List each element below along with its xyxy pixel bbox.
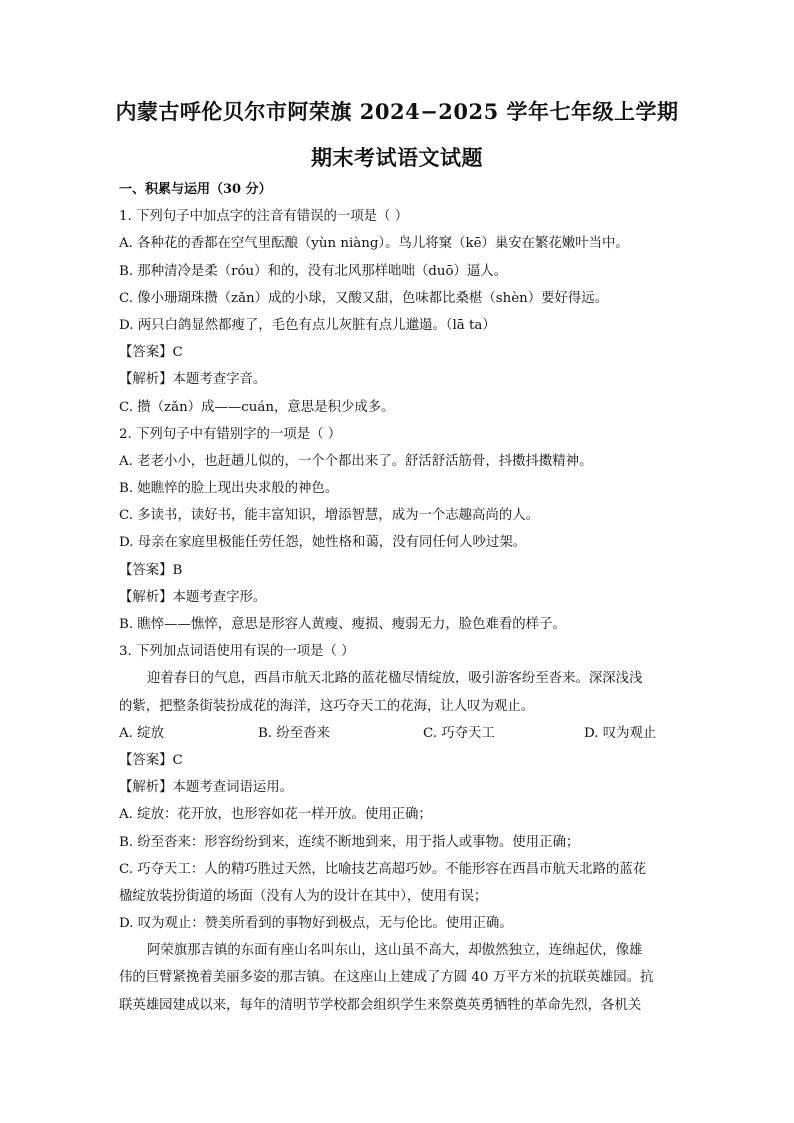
question-3-analysis: 【解析】本题考查词语运用。 bbox=[119, 780, 294, 796]
question-2-option-d: D. 母亲在家庭里极能任劳任怨，她性格和蔼，没有同任何人吵过架。 bbox=[119, 535, 527, 551]
question-2-option-b: B. 她瞧悴的脸上现出央求般的神色。 bbox=[119, 481, 339, 497]
question-3-answer: 【答案】C bbox=[119, 752, 183, 768]
question-3-detail-c-line-1: C. 巧夺天工：人的精巧胜过天然，比喻技艺高超巧妙。不能形容在西昌市航天北路的蓝花 bbox=[119, 861, 647, 877]
question-1-analysis: 【解析】本题考查字音。 bbox=[119, 372, 267, 388]
question-2-detail: B. 瞧悴——憔悴，意思是形容人黄瘦、瘦损、瘦弱无力，脸色难看的样子。 bbox=[119, 617, 566, 632]
question-3-passage-line-1: 迎着春日的气息，西昌市航天北路的蓝花楹尽情绽放，吸引游客纷至沓来。深深浅浅 bbox=[147, 671, 643, 687]
question-1-detail: C. 攒（zǎn）成——cuán，意思是积少成多。 bbox=[119, 399, 395, 415]
document-body bbox=[119, 176, 679, 1019]
question-1-stem: 1. 下列句子中加点字的注音有错误的一项是（ ） bbox=[119, 209, 409, 225]
reading-passage-line-2: 伟的巨臂紧挽着美丽多姿的那吉镇。在这座山上建成了方圆 40 万平方米的抗联英雄园。抗 bbox=[119, 970, 654, 986]
question-3-detail-a: A. 绽放：花开放，也形容如花一样开放。使用正确； bbox=[119, 807, 432, 823]
section-heading: 一、积累与运用（30 分） bbox=[119, 182, 272, 197]
question-3-option-a: A. 绽放 bbox=[119, 725, 164, 741]
question-2-option-c: C. 多读书，读好书，能丰富知识，增添智慧，成为一个志趣高尚的人。 bbox=[119, 508, 539, 524]
question-2-stem: 2. 下列句子中有错别字的一项是（ ） bbox=[119, 426, 342, 442]
question-3-option-b: B. 纷至沓来 bbox=[258, 725, 330, 741]
question-3-option-c: C. 巧夺天工 bbox=[423, 725, 495, 741]
question-1-option-d: D. 两只白鸽显然都瘦了，毛色有点儿灰脏有点儿邋遢。（lā ta） bbox=[119, 317, 496, 333]
question-3-detail-c-line-2: 楹绽放装扮街道的场面（没有人为的设计在其中），使用有误； bbox=[119, 888, 488, 904]
question-3-stem: 3. 下列加点词语使用有误的一项是（ ） bbox=[119, 644, 355, 660]
reading-passage-line-3: 联英雄园建成以来，每年的清明节学校都会组织学生来祭奠英勇牺牲的革命先烈，各机关 bbox=[119, 997, 642, 1013]
question-1-option-a: A. 各种花的香都在空气里酝酿（yùn niàng）。鸟儿将窠（kē）巢安在繁花嫩叶当中。 bbox=[119, 236, 629, 252]
question-3-option-d: D. 叹为观止 bbox=[584, 725, 657, 741]
question-3-passage-line-2: 的紫，把整条街装扮成花的海洋，这巧夺天工的花海，让人叹为观止。 bbox=[119, 698, 535, 714]
question-2-answer: 【答案】B bbox=[119, 562, 183, 578]
question-2-option-a: A. 老老小小，也赶趟儿似的，一个个都出来了。舒活舒活筋骨，抖擞抖擞精神。 bbox=[119, 453, 593, 469]
question-1-option-c: C. 像小珊瑚珠攒（zǎn）成的小球，又酸又甜，色味都比桑椹（shèn）要好得远。 bbox=[119, 290, 609, 306]
question-3-detail-d: D. 叹为观止：赞美所看到的事物好到极点，无与伦比。使用正确。 bbox=[119, 916, 513, 932]
question-1-option-b: B. 那种清冷是柔（róu）和的，没有北风那样咄咄（duō）逼人。 bbox=[119, 263, 508, 279]
question-1-answer: 【答案】C bbox=[119, 345, 183, 361]
reading-passage-line-1: 阿荣旗那吉镇的东面有座山名叫东山，这山虽不高大，却傲然独立，连绵起伏，像雄 bbox=[147, 943, 643, 959]
question-2-analysis: 【解析】本题考查字形。 bbox=[119, 589, 267, 605]
document-subtitle: 期末考试语文试题 bbox=[311, 145, 483, 170]
document-title: 内蒙古呼伦贝尔市阿荣旗 2024−2025 学年七年级上学期 bbox=[115, 99, 679, 124]
question-3-options bbox=[119, 720, 679, 747]
question-3-detail-b: B. 纷至沓来：形容纷纷到来，连续不断地到来，用于指人或事物。使用正确； bbox=[119, 834, 580, 850]
